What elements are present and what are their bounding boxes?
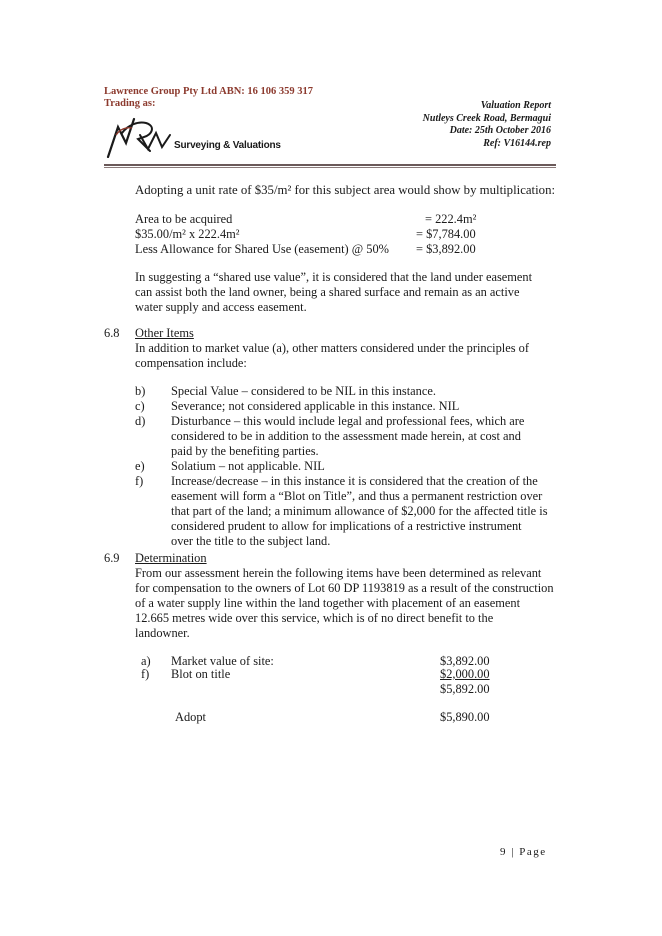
header-divider <box>104 164 556 166</box>
report-date: Date: 25th October 2016 <box>449 125 551 136</box>
trading-as: Trading as: <box>104 98 156 109</box>
item-e-text: Solatium – not applicable. NIL <box>171 459 325 473</box>
report-title: Valuation Report <box>480 100 551 111</box>
determination-para-5: landowner. <box>135 626 190 640</box>
page-number: 9 <box>500 846 507 858</box>
shared-use-para-3: water supply and access easement. <box>135 300 307 314</box>
determination-row-a-letter: a) <box>141 654 151 668</box>
determination-row-f-letter: f) <box>141 667 150 681</box>
header-divider-thin <box>104 167 556 168</box>
item-c-text: Severance; not considered applicable in this instance. NIL <box>171 399 460 413</box>
page-footer <box>500 846 547 858</box>
section-6-8-intro-2: compensation include: <box>135 356 247 370</box>
report-header <box>423 100 551 150</box>
section-6-9-number: 6.9 <box>104 551 120 565</box>
adopt-value: $5,890.00 <box>440 710 490 724</box>
determination-row-f-value: $2,000.00 <box>440 667 490 681</box>
item-f-text-2: easement will form a “Blot on Title”, and thus a permanent restriction over <box>171 489 543 503</box>
shared-use-para-1: In suggesting a “shared use value”, it is considered that the land under easement <box>135 270 533 284</box>
company-details <box>104 86 313 110</box>
determination-para-2: for compensation to the owners of Lot 60 DP 1193819 as a result of the construction <box>135 581 554 595</box>
determination-total: $5,892.00 <box>440 682 490 696</box>
page-label: | Page <box>511 846 547 858</box>
shared-use-para-2: can assist both the land owner, being a shared surface and remain as an active <box>135 285 520 299</box>
item-d-text-3: paid by the benefiting parties. <box>171 444 319 458</box>
determination-para-4: 12.665 metres wide over this service, which is of no direct benefit to the <box>135 611 494 625</box>
determination-para-1: From our assessment herein the following items have been determined as relevant <box>135 566 542 580</box>
company-name: Lawrence Group Pty Ltd ABN: 16 106 359 317 <box>104 86 314 97</box>
brand-name: Surveying & Valuations <box>174 140 281 151</box>
item-d-text-2: considered to be in addition to the assessment made herein, at cost and <box>171 429 521 443</box>
item-f-text-1: Increase/decrease – in this instance it is considered that the creation of the <box>171 474 538 488</box>
item-f-text-5: over the title to the subject land. <box>171 534 331 548</box>
report-address: Nutleys Creek Road, Bermagui <box>422 112 551 124</box>
calc-value-3: = $3,892.00 <box>416 242 476 256</box>
section-6-8-title: Other Items <box>135 326 194 340</box>
calc-label-3: Less Allowance for Shared Use (easement) @ 50% <box>135 242 389 256</box>
calc-value-1: = 222.4m² <box>425 212 477 226</box>
item-d-letter: d) <box>135 414 146 428</box>
adopt-label: Adopt <box>175 710 206 724</box>
item-c-letter: c) <box>135 399 145 413</box>
item-f-text-4: considered prudent to allow for implications of a restrictive instrument <box>171 519 522 533</box>
item-b-text: Special Value – considered to be NIL in this instance. <box>171 384 436 398</box>
report-ref: Ref: V16144.rep <box>483 137 551 149</box>
determination-row-a-label: Market value of site: <box>171 654 274 668</box>
determination-para-3: of a water supply line within the land together with placement of an easement <box>135 596 521 610</box>
item-d-text-1: Disturbance – this would include legal and professional fees, which are <box>171 414 525 428</box>
item-f-letter: f) <box>135 474 144 488</box>
section-6-8-number: 6.8 <box>104 326 120 340</box>
calc-label-2: $35.00/m² x 222.4m² <box>135 227 240 241</box>
calc-value-2: = $7,784.00 <box>416 227 476 241</box>
item-b-letter: b) <box>135 384 146 398</box>
calc-label-1: Area to be acquired <box>135 212 233 226</box>
item-e-letter: e) <box>135 459 145 473</box>
determination-row-a-value: $3,892.00 <box>440 654 490 668</box>
item-f-text-3: that part of the land; a minimum allowance of $2,000 for the affected title is <box>171 504 548 518</box>
section-6-8-intro-1: In addition to market value (a), other matters considered under the principles of <box>135 341 529 355</box>
determination-row-f-label: Blot on title <box>171 667 231 681</box>
intro-line: Adopting a unit rate of $35/m² for this subject area would show by multiplication: <box>135 183 556 197</box>
section-6-9-title: Determination <box>135 551 207 565</box>
company-logo <box>104 113 284 158</box>
